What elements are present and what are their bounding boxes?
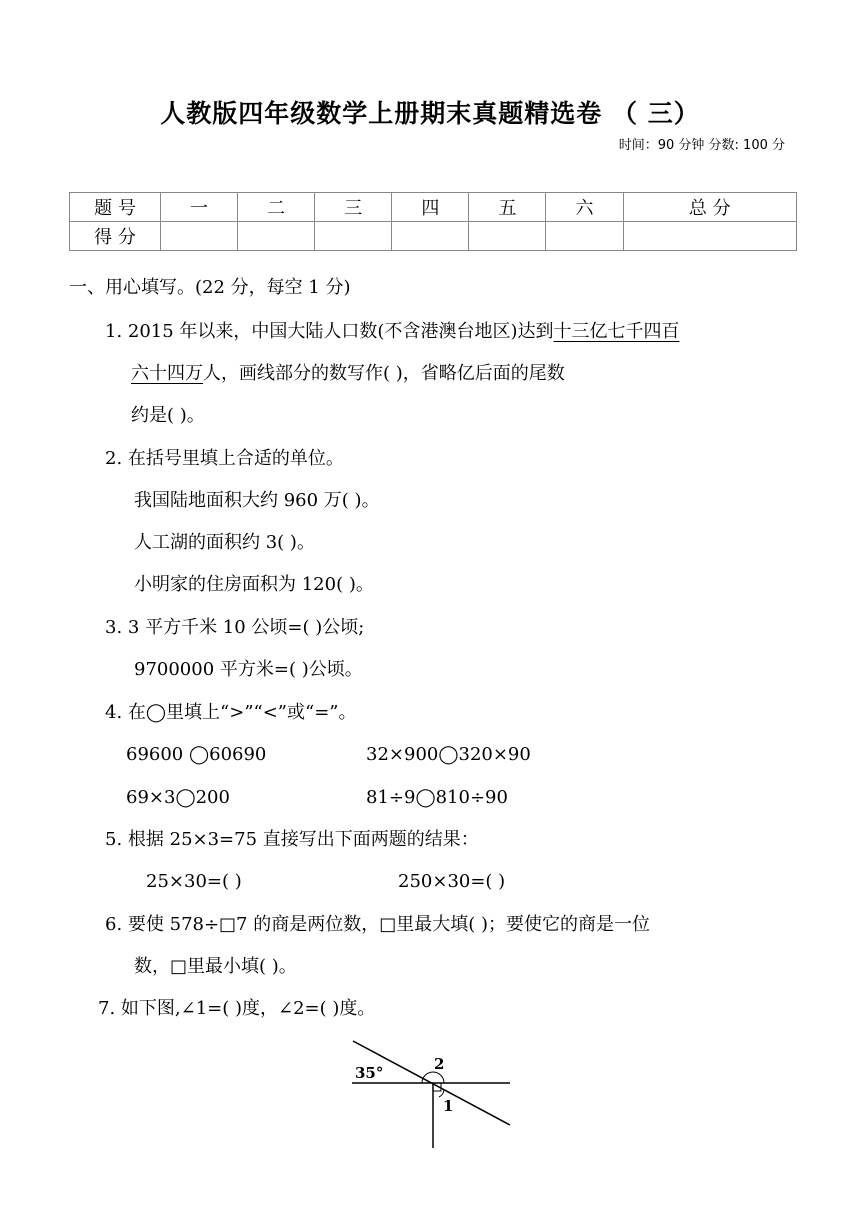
score-table-header-row <box>70 193 797 222</box>
question-1-line-3: 约是( )。 <box>131 405 205 426</box>
comparison-a: 69600 ◯60690 <box>126 744 267 765</box>
question-2-line-4: 小明家的住房面积为 120( )。 <box>134 574 374 595</box>
table-cell: 二 <box>238 193 315 222</box>
question-7-line-1: 7. 如下图,∠1=( )度，∠2=( )度。 <box>98 998 376 1019</box>
score-input-cell[interactable] <box>392 222 469 251</box>
section-heading: 一、用心填写。(22 分，每空 1 分) <box>69 277 351 298</box>
table-cell: 一 <box>161 193 238 222</box>
score-table <box>69 192 797 251</box>
time-score-info: 时间：90 分钟 分数: 100 分 <box>618 138 785 153</box>
score-input-cell[interactable] <box>161 222 238 251</box>
question-1-line-1: 1. 2015 年以来，中国大陆人口数(不含港澳台地区)达到十三亿七千四百 <box>105 321 680 342</box>
question-6-line-2: 数，□里最小填( )。 <box>134 956 297 977</box>
table-cell: 四 <box>392 193 469 222</box>
table-cell: 三 <box>315 193 392 222</box>
score-table-score-row <box>70 222 797 251</box>
question-2-line-1: 2. 在括号里填上合适的单位。 <box>105 448 344 469</box>
question-6-line-1: 6. 要使 578÷□7 的商是两位数，□里最大填( )；要使它的商是一位 <box>105 914 651 935</box>
score-input-cell[interactable] <box>315 222 392 251</box>
question-2-line-3: 人工湖的面积约 3( )。 <box>134 532 315 553</box>
score-input-cell[interactable] <box>469 222 546 251</box>
question-3-line-2: 9700000 平方米=( )公顷。 <box>134 659 363 680</box>
underlined-number-part: 十三亿七千四百 <box>553 321 680 342</box>
score-input-cell[interactable] <box>546 222 623 251</box>
angle-diagram <box>340 1034 520 1150</box>
question-4-line-1: 4. 在◯里填上“>”“<”或“=”。 <box>105 702 357 723</box>
angle-label-1: 1 <box>443 1097 454 1115</box>
table-cell: 题 号 <box>70 193 161 222</box>
score-input-cell[interactable] <box>623 222 796 251</box>
page-title: 人教版四年级数学上册期末真题精选卷 （ 三） <box>160 99 700 128</box>
question-5-b: 250×30=( ) <box>398 871 506 892</box>
angle-2-arc <box>422 1072 444 1083</box>
comparison-c: 69×3◯200 <box>126 787 230 808</box>
question-3-line-1: 3. 3 平方千米 10 公顷=( )公顷; <box>105 617 365 638</box>
question-5-a: 25×30=( ) <box>146 871 242 892</box>
comparison-b: 32×900◯320×90 <box>366 744 531 765</box>
question-1-line-2: 六十四万人，画线部分的数写作( )，省略亿后面的尾数 <box>131 363 565 384</box>
underlined-number-part: 六十四万 <box>131 363 203 384</box>
score-input-cell[interactable] <box>238 222 315 251</box>
table-cell: 得 分 <box>70 222 161 251</box>
comparison-d: 81÷9◯810÷90 <box>366 787 508 808</box>
table-cell: 五 <box>469 193 546 222</box>
table-cell: 总 分 <box>623 193 796 222</box>
angle-label-2: 2 <box>434 1055 445 1073</box>
table-cell: 六 <box>546 193 623 222</box>
angle-label-35: 35° <box>355 1064 384 1082</box>
question-5-line-1: 5. 根据 25×3=75 直接写出下面两题的结果： <box>105 829 479 850</box>
question-2-line-2: 我国陆地面积大约 960 万( )。 <box>134 490 380 511</box>
